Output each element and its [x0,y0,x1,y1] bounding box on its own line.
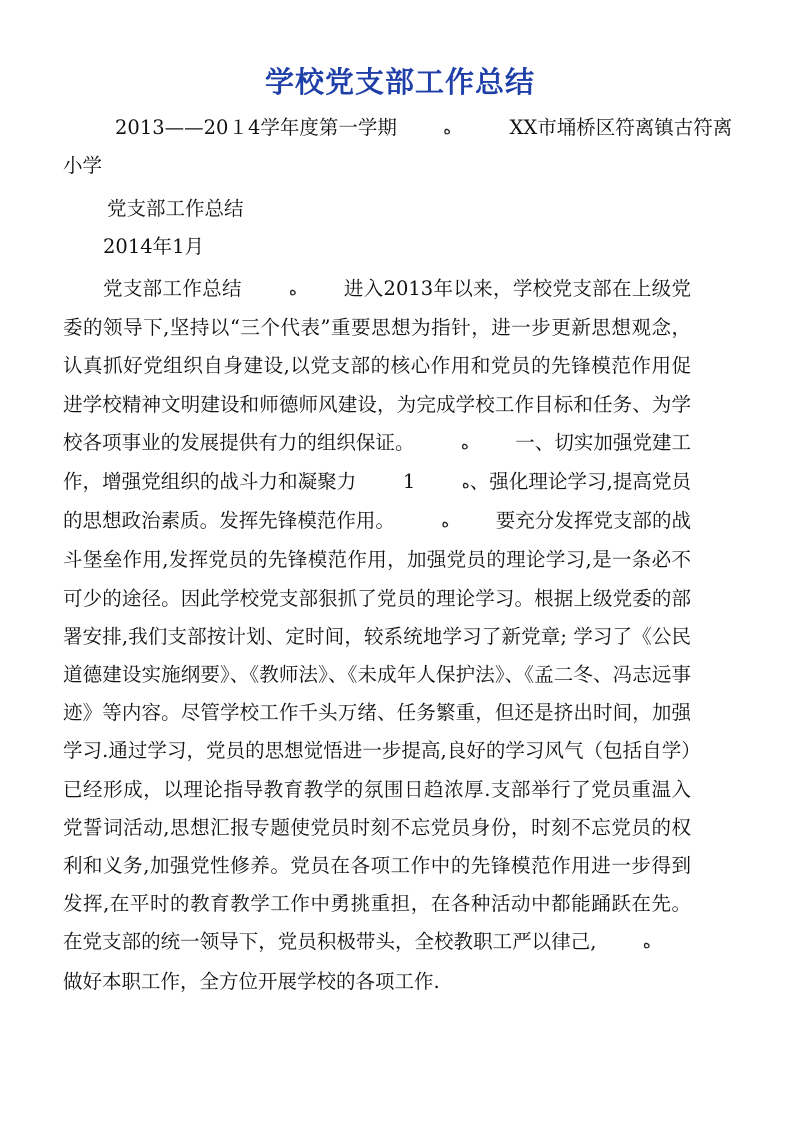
document-title: 学校党支部工作总结 [264,65,535,99]
body-heading-inline: 党支部工作总结 [103,277,242,300]
section-heading-1: 一、切实加强党建工作，增强党组织的战斗力和凝聚力 [63,430,691,494]
tab-mark: ﻩ [460,434,469,453]
body-text [63,270,691,1001]
tab-mark: ﻩ [288,281,297,299]
school-name-continuation: 小学 [63,154,103,177]
term-text: 2013——20１4学年度第一学期 [115,116,397,139]
body-paragraph-closing: 做好本职工作，全方位开展学校的各项工作. [63,969,440,993]
body-paragraph-theory-study: 要充分发挥党支部的战斗堡垒作用,发挥党员的先锋模范作用，加强党员的理论学习,是一条必不可少的途径。因此学校党支部狠抓了党员的理论学习。根据上级党委的部署安排,我们支部按计划、定时间，较系统地学习了新党章; 学习了《公民道德建设实施纲要》、《教师法》、《未成年人保护法》、《孟二冬、冯志远事迹》等内容。尽管学校工作千头万绪、任务繁重，但还是挤出时间，加强学习.通过学习，党员的思想觉悟进一步提高,良好的学习风气（包括自学）已经形成，以理论指导教育教学的氛围日趋浓厚.支部举行了党员重温入党誓词活动,思想汇报专题使党员时刻不忘党员身份，时刻不忘党员的权利和义务,加强党性修养。党员在各项工作中的先锋模范作用进一步得到发挥,在平时的教育教学工作中勇挑重担，在各种活动中都能踊跃在先。在党支部的统一领导下，党员积极带头，全校教职工严以律己, [63,509,691,954]
meta-line [115,113,732,144]
subsection-heading-1: 1、强化理论学习,提高党员的思想政治素质。发挥先锋模范作用。 [63,470,692,533]
body-intro-paragraph: 进入2013年以来，学校党支部在上级党委的领导下,坚持以“三个代表”重要思想为指针，进一步更新思想观念，认真抓好党组织自身建设,以党支部的核心作用和党员的先锋模范作用促进学校精神文明建设和师德师风建设，为完成学校工作目标和任务、为学校各项事业的发展提供有力的组织保证。 [63,277,692,454]
document-date: 2014年1月 [103,235,205,258]
school-name-text: XX市埇桥区符离镇古符离 [509,116,733,139]
tab-mark: ﻩ [642,934,651,953]
tab-mark: ﻩ [441,513,450,532]
document-subtitle: 党支部工作总结 [107,197,244,220]
tab-mark: ﻩ [443,120,452,138]
tab-mark: ﻩ [461,474,470,493]
